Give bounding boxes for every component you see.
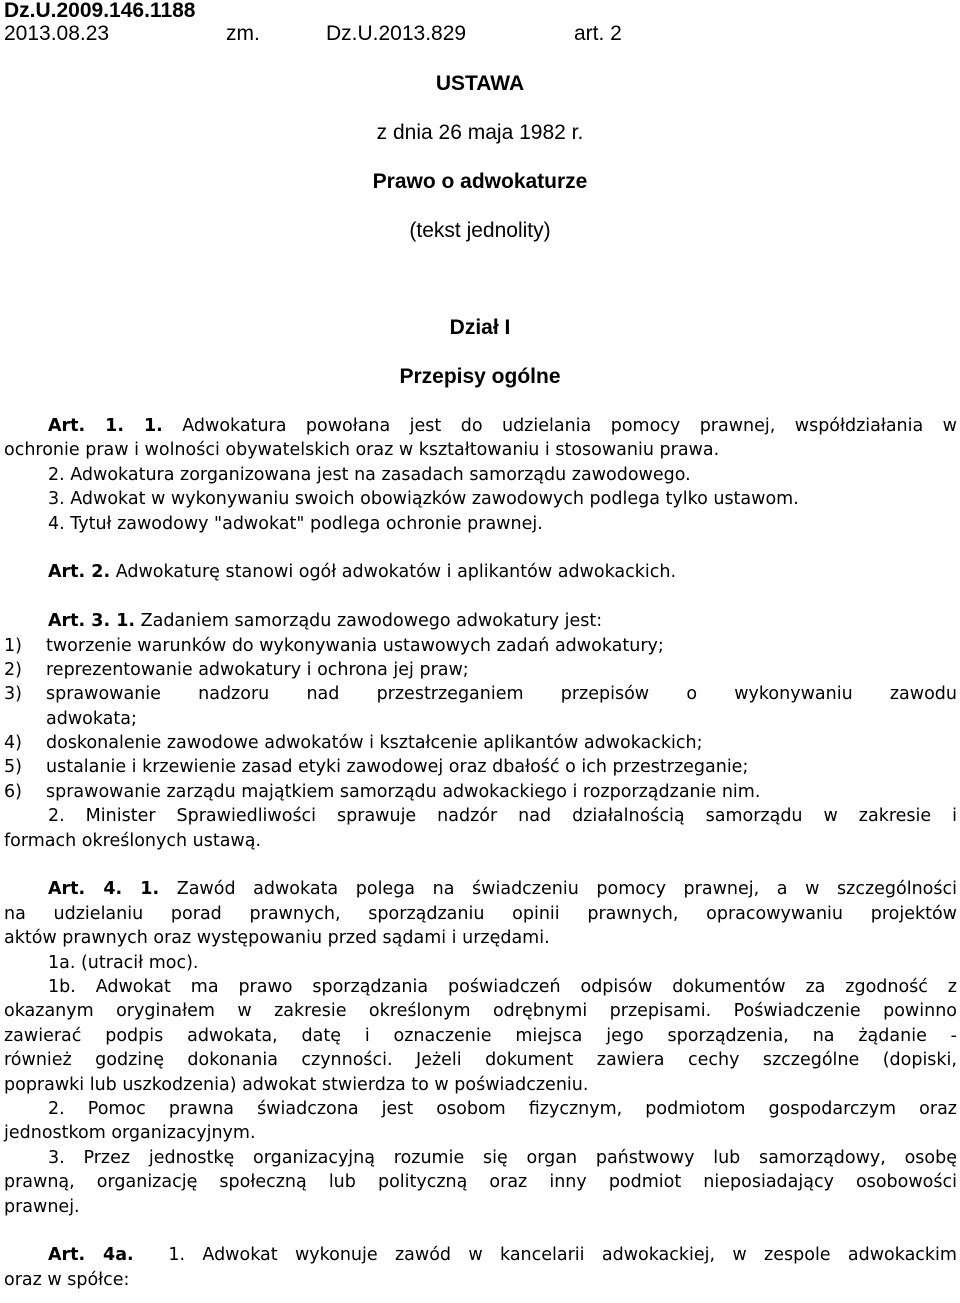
art4-p1-l3: aktów prawnych oraz występowaniu przed sądami i urzędami. bbox=[4, 928, 550, 949]
art1-p4: 4. Tytuł zawodowy "adwokat" podlega ochronie prawnej. bbox=[48, 513, 543, 534]
art4-label: Art. 4. 1. bbox=[48, 879, 160, 900]
amendment-article: art. 2 bbox=[574, 22, 622, 45]
art3-intro-text: Zadaniem samorządu zawodowego adwokatury jest: bbox=[140, 611, 603, 632]
art1-line1 bbox=[4, 414, 957, 438]
art4-p1b-l5: poprawki lub uszkodzenia) adwokat stwierdza to w poświadczeniu. bbox=[4, 1074, 589, 1095]
art4a-line1: Art. 4a. 1. Adwokat wykonuje zawód w kancelarii adwokackiej, w zespole adwokackim bbox=[48, 1245, 957, 1266]
art4a-label: Art. 4a. bbox=[48, 1245, 134, 1266]
art3-intro bbox=[4, 609, 957, 633]
art4-p2-l1: 2. Pomoc prawna świadczona jest osobom fizycznym, podmiotom gospodarczym oraz bbox=[48, 1098, 957, 1119]
art3-item-4: 4) doskonalenie zawodowe adwokatów i kształcenie aplikantów adwokackich; bbox=[4, 733, 703, 754]
art4-p1a: 1a. (utracił moc). bbox=[48, 952, 199, 973]
art3-p2-l2: formach określonych ustawą. bbox=[4, 830, 262, 851]
art1-label: Art. 1. 1. bbox=[48, 416, 163, 436]
art4-p3-l1: 3. Przez jednostkę organizacyjną rozumie się organ państwowy lub samorządowy, osobę bbox=[48, 1147, 957, 1168]
art3-item-6: 6) sprawowanie zarządu majątkiem samorządu adwokackiego i rozporządzanie nim. bbox=[4, 781, 761, 802]
art1-p2: 2. Adwokatura zorganizowana jest na zasadach samorządu zawodowego. bbox=[48, 464, 691, 485]
section-heading: Dział I bbox=[449, 316, 511, 339]
art3-item-3-cont: adwokata; bbox=[46, 708, 137, 729]
art4-p1b-l1: 1b. Adwokat ma prawo sporządzania poświadczeń odpisów dokumentów za zgodność z bbox=[48, 976, 957, 997]
amendment-date: 2013.08.23 bbox=[4, 22, 110, 45]
section-subheading: Przepisy ogólne bbox=[399, 365, 561, 388]
art3-item-1: 1) tworzenie warunków do wykonywania ustawowych zadań adwokatury; bbox=[4, 635, 664, 656]
art4-p1-l2: na udzielaniu porad prawnych, sporządzaniu opinii prawnych, opracowywaniu projektów bbox=[4, 903, 957, 924]
act-note: (tekst jednolity) bbox=[409, 219, 551, 242]
art4-p3-l2: prawną, organizację społeczną lub polityczną oraz inny podmiot nieposiadający osobowości bbox=[4, 1172, 957, 1193]
art4-p2-l2: jednostkom organizacyjnym. bbox=[4, 1123, 256, 1144]
art4a-p1-l2: oraz w spółce: bbox=[4, 1269, 130, 1290]
art2-label: Art. 2. bbox=[48, 562, 111, 583]
art4-line1: Art. 4. 1. Zawód adwokata polega na świadczeniu pomocy prawnej, a w szczególności bbox=[48, 879, 957, 900]
art1-p1-l1: Adwokatura powołana jest do udzielania pomocy prawnej, współdziałania w bbox=[182, 416, 957, 436]
art3-item-5: 5) ustalanie i krzewienie zasad etyki zawodowej oraz dbałość o ich przestrzeganie; bbox=[4, 757, 749, 778]
art3-item-2: 2) reprezentowanie adwokatury i ochrona jej praw; bbox=[4, 659, 469, 680]
amendment-type: zm. bbox=[226, 22, 260, 45]
act-name: Prawo o adwokaturze bbox=[372, 170, 588, 193]
art2-text: Adwokaturę stanowi ogół adwokatów i aplikantów adwokackich. bbox=[115, 562, 677, 583]
art4-p3-l3: prawnej. bbox=[4, 1196, 80, 1217]
art1-p1-l2: ochronie praw i wolności obywatelskich oraz w kształtowaniu i stosowaniu prawa. bbox=[4, 440, 720, 461]
art4-p1b-l3: zawierać podpis adwokata, datę i oznaczenie miejsca jego sporządzenia, na żądanie - bbox=[4, 1025, 957, 1046]
act-date: z dnia 26 maja 1982 r. bbox=[376, 121, 584, 144]
amendment-ref: Dz.U.2013.829 bbox=[326, 22, 467, 45]
art4-p1b-l4: również godzinę dokonania czynności. Jeżeli dokument zawiera cechy szczególne (dopiski, bbox=[4, 1050, 957, 1071]
art2 bbox=[4, 560, 957, 584]
art3-item-3: 3) sprawowanie nadzoru nad przestrzeganiem przepisów o wykonywaniu zawodu bbox=[4, 684, 957, 705]
act-type: USTAWA bbox=[435, 72, 525, 95]
art3-p2-l1: 2. Minister Sprawiedliwości sprawuje nadzór nad działalnością samorządu w zakresie i bbox=[48, 806, 957, 827]
articles-body bbox=[4, 414, 957, 1292]
art4-p1b-l2: okazanym oryginałem w zakresie określonym odrębnymi przepisami. Poświadczenie powinno bbox=[4, 1001, 957, 1022]
art1-p3: 3. Adwokat w wykonywaniu swoich obowiązków zawodowych podlega tylko ustawom. bbox=[48, 489, 799, 510]
art3-label: Art. 3. 1. bbox=[48, 611, 136, 632]
doc-id: Dz.U.2009.146.1188 bbox=[4, 0, 196, 22]
